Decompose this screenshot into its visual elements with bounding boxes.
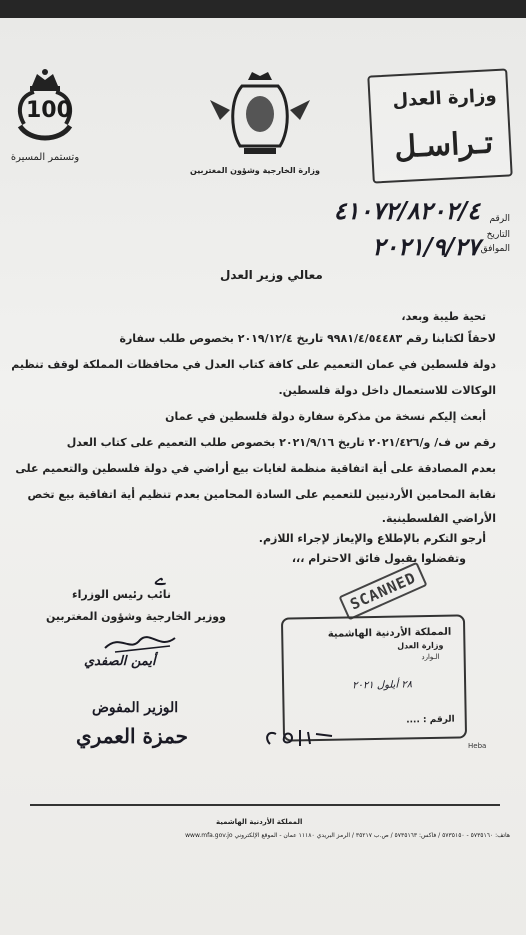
ref-number-value: ٤١٠٧٢/٨٢٠٢/٤ [333, 196, 480, 225]
centenary-caption: وتستمر المسيرة [10, 152, 80, 163]
letter-page [0, 18, 526, 935]
signatory-title-2: ووزير الخارجية وشؤون المغتربين [46, 610, 226, 623]
body-line-9: أرجو التكرم بالإطلاع والإيعاز لإجراء اللازم. [258, 532, 486, 545]
centenary-logo [10, 66, 80, 176]
stamp-ministry-name: وزارة العدل [391, 85, 498, 112]
emblem-caption: وزارة الخارجية وشؤون المغتربين [190, 166, 320, 175]
body-line-5: رقم س ف/ و/٢٠٢١/٤٢٦ تاريخ ٢٠٢١/٩/١٦ بخصوص طلب التعميم على كتاب العدل [66, 436, 496, 449]
ref-date-label: التاريخ [486, 230, 510, 240]
signature-scribble-1: ے [154, 566, 166, 590]
body-line-1: لاحقاً لكتابنا رقم ٩٩٨١/٤/٥٤٤٨٣ تاريخ ٢٠١٩/١٢/٤ بخصوص طلب سفارة [119, 332, 496, 345]
received-stamp-ref: الرقم : .... [406, 714, 455, 726]
ref-corr-value: ٢٠٢١/٩/٢٧ [372, 232, 480, 261]
handwritten-ref-icon [262, 724, 352, 754]
received-stamp-line1: المملكة الأردنية الهاشمية [327, 626, 452, 640]
typist-initials: Heba [468, 742, 487, 750]
received-stamp-line2: وزارة العدل [397, 640, 444, 651]
received-stamp-date: ٢٨ أيلول ٢٠٢١ [352, 679, 413, 692]
scanned-stamp: SCANNED [338, 562, 427, 621]
delegate-name: حمزة العمري [76, 724, 188, 748]
body-line-10: وتفضلوا بقبول فائق الاحترام ،،، [291, 552, 466, 565]
body-line-3: الوكالات للاستعمال داخل دولة فلسطين. [278, 384, 496, 397]
signatory-name: أيمن الصفدي [84, 654, 156, 669]
coat-of-arms-icon [200, 70, 320, 162]
body-line-4: أبعث إليكم نسخة من مذكرة سفارة دولة فلسطين في عمان [165, 410, 486, 423]
body-line-6: بعدم المصادقة على أية اتفاقية منظمة لغايات بيع أراضي في دولة فلسطين والتعميم على [15, 462, 496, 475]
footer-line-2: هاتف: ٥٧٣٥١٦٠ - ٥٧٣٥١٥٠ / فاكس: ٥٧٣٥١٦٣ / ص.ب ٣٥٢١٧ / الرمز البريدي ١١١٨٠ عمان - الموقع الإلكتروني www.mfa.gov.jo [185, 832, 510, 839]
ministry-emblem [190, 70, 320, 180]
body-line-8: الأراضي الفلسطينية. [381, 512, 496, 525]
ref-number-label: الرقم [489, 214, 510, 224]
received-stamp [281, 614, 467, 741]
delegate-title: الوزير المفوض [92, 700, 179, 716]
ref-corr-label: الموافق [480, 244, 510, 254]
signatory-title-1: نائب رئيس الوزراء [72, 588, 172, 601]
greeting: تحية طيبة وبعد، [401, 310, 486, 323]
footer-line-1: المملكة الأردنية الهاشمية [216, 818, 303, 826]
ministry-justice-stamp [367, 68, 512, 183]
photo-top-edge [0, 0, 526, 18]
body-line-2: دولة فلسطين في عمان التعميم على كافة كتاب العدل في محافظات المملكة لوقف تنظيم [11, 358, 496, 371]
received-stamp-line3: الـوارد [421, 652, 440, 662]
centenary-number: 100 [26, 98, 72, 123]
stamp-correspond: تـراسـل [393, 125, 494, 166]
footer-divider [30, 804, 500, 806]
addressee: معالي وزير العدل [220, 268, 323, 282]
body-line-7: نقابة المحامين الأردنيين للتعميم على السادة المحامين بعدم تنظيم أية اتفاقية بيع تخص [27, 488, 496, 501]
